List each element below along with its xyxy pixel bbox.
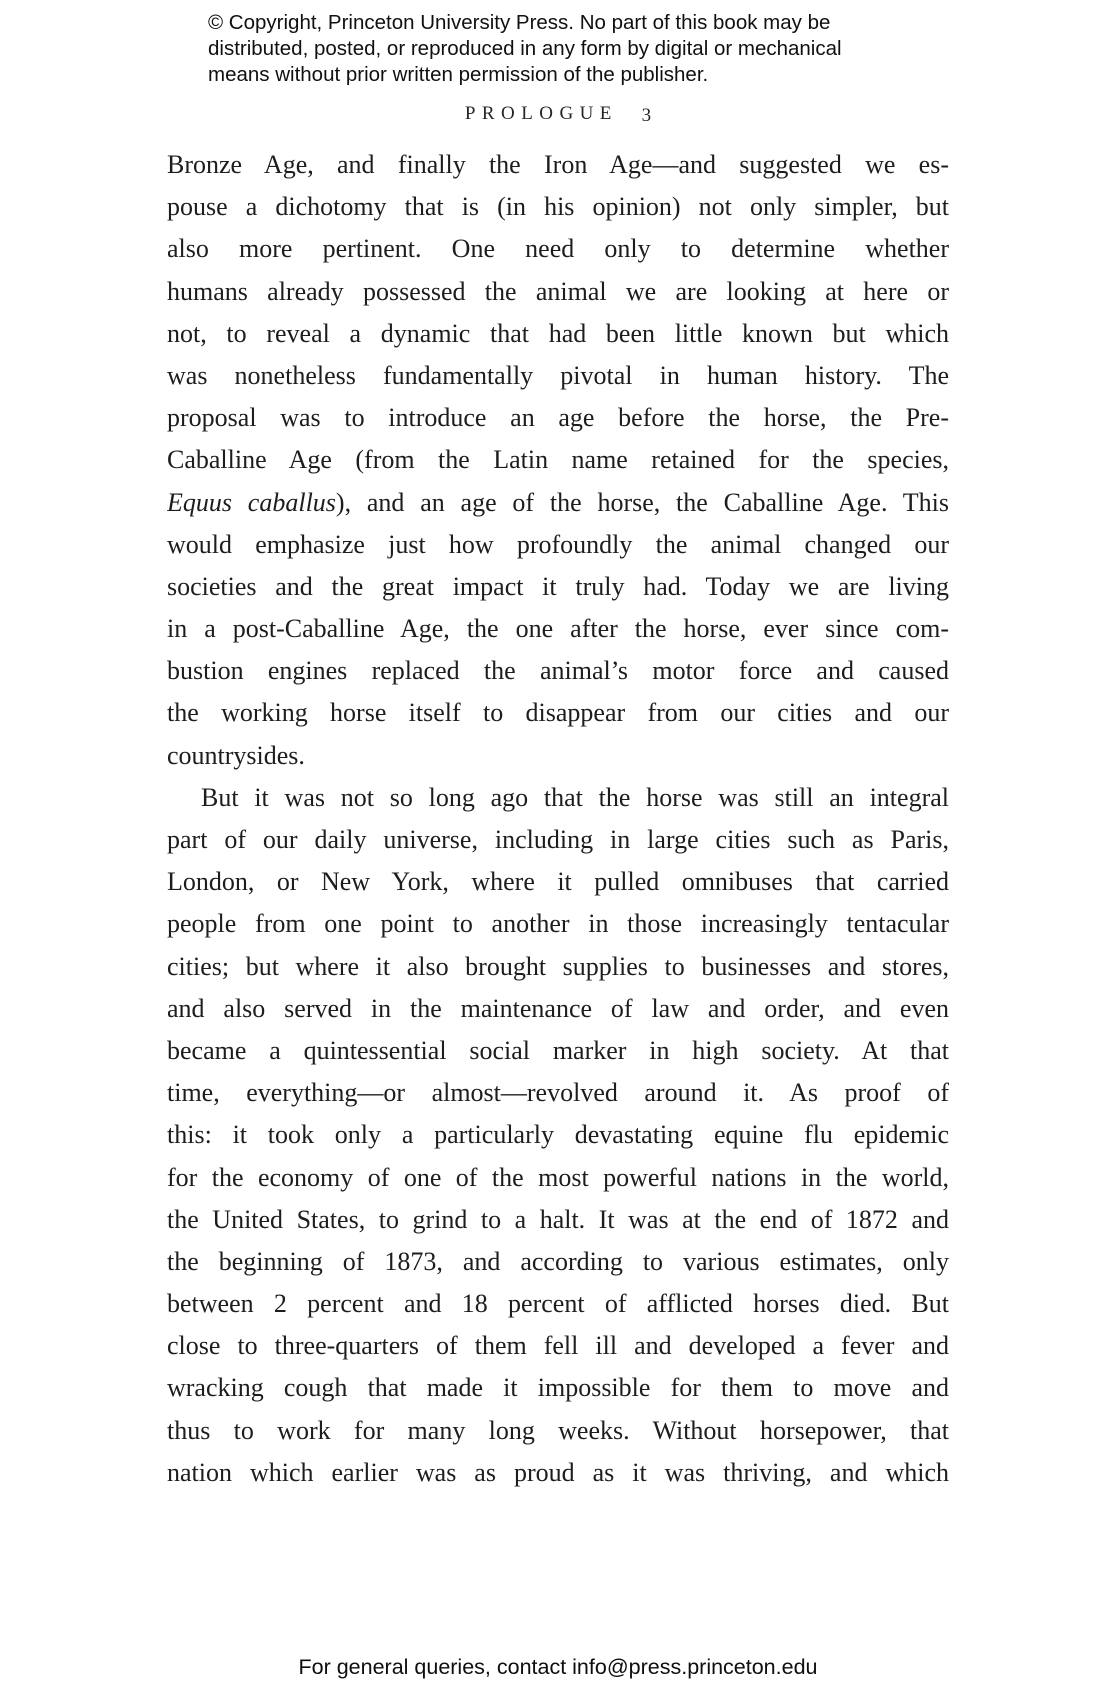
body-line: the United States, to grind to a halt. It was at the end of 1872 and [167,1204,949,1234]
body-line: between 2 percent and 18 percent of afflicted horses died. But [167,1289,949,1319]
body-line: this: it took only a particularly devastating equine flu epidemic [167,1120,949,1150]
body-line: Bronze Age, and finally the Iron Age—and suggested we es- [167,150,949,179]
copyright-line: means without prior written permission of the publisher. [208,63,709,86]
body-line: proposal was to introduce an age before the horse, the Pre- [167,403,949,433]
body-line: pouse a dichotomy that is (in his opinion) not only simpler, but [167,192,949,222]
body-line: nation which earlier was as proud as it was thriving, and which [167,1457,949,1487]
body-line: wracking cough that made it impossible for them to move and [167,1373,949,1403]
copyright-line: © Copyright, Princeton University Press. No part of this book may be [208,11,831,34]
running-head-page-number: 3 [641,105,652,126]
running-head [167,103,949,125]
body-line: was nonetheless fundamentally pivotal in human history. The [167,360,949,390]
body-line: part of our daily universe, including in large cities such as Paris, [167,825,949,854]
body-line: humans already possessed the animal we are looking at here or [167,276,949,306]
body-line: people from one point to another in those increasingly tentacular [167,909,949,939]
body-text [167,144,949,1494]
body-line: the beginning of 1873, and according to various estimates, only [167,1246,949,1276]
footer-text: For general queries, contact info@press.princeton.edu [298,1655,818,1679]
body-line: became a quintessential social marker in high society. At that [167,1035,949,1065]
copyright-notice [208,10,842,88]
body-line: thus to work for many long weeks. Without horsepower, that [167,1415,949,1445]
running-head-title: PROLOGUE [464,103,618,124]
body-line: cities; but where it also brought supplies to businesses and stores, [167,951,949,981]
body-line: bustion engines replaced the animal’s motor force and caused [167,656,949,686]
body-line: also more pertinent. One need only to determine whether [167,234,949,264]
body-line: time, everything—or almost—revolved around it. As proof of [167,1078,949,1108]
body-line: the working horse itself to disappear from our cities and our [167,698,949,728]
body-line: not, to reveal a dynamic that had been little known but which [167,318,949,348]
body-line: But it was not so long ago that the horse was still an integral [201,782,949,812]
body-line: would emphasize just how profoundly the animal changed our [167,529,949,559]
body-line: Caballine Age (from the Latin name retained for the species, [167,445,949,475]
copyright-line: distributed, posted, or reproduced in any form by digital or mechanical [208,37,842,60]
body-line: close to three-quarters of them fell ill and developed a fever and [167,1331,949,1361]
body-line: Equus caballus), and an age of the horse, the Caballine Age. This [167,487,949,517]
body-line: societies and the great impact it truly had. Today we are living [167,571,949,601]
body-line: in a post-Caballine Age, the one after the horse, ever since com- [167,614,949,644]
body-line: for the economy of one of the most powerful nations in the world, [167,1162,949,1192]
body-line: countrysides. [167,740,305,770]
page-footer [167,1655,949,1680]
body-line: London, or New York, where it pulled omnibuses that carried [167,867,949,897]
body-line: and also served in the maintenance of law and order, and even [167,993,949,1023]
